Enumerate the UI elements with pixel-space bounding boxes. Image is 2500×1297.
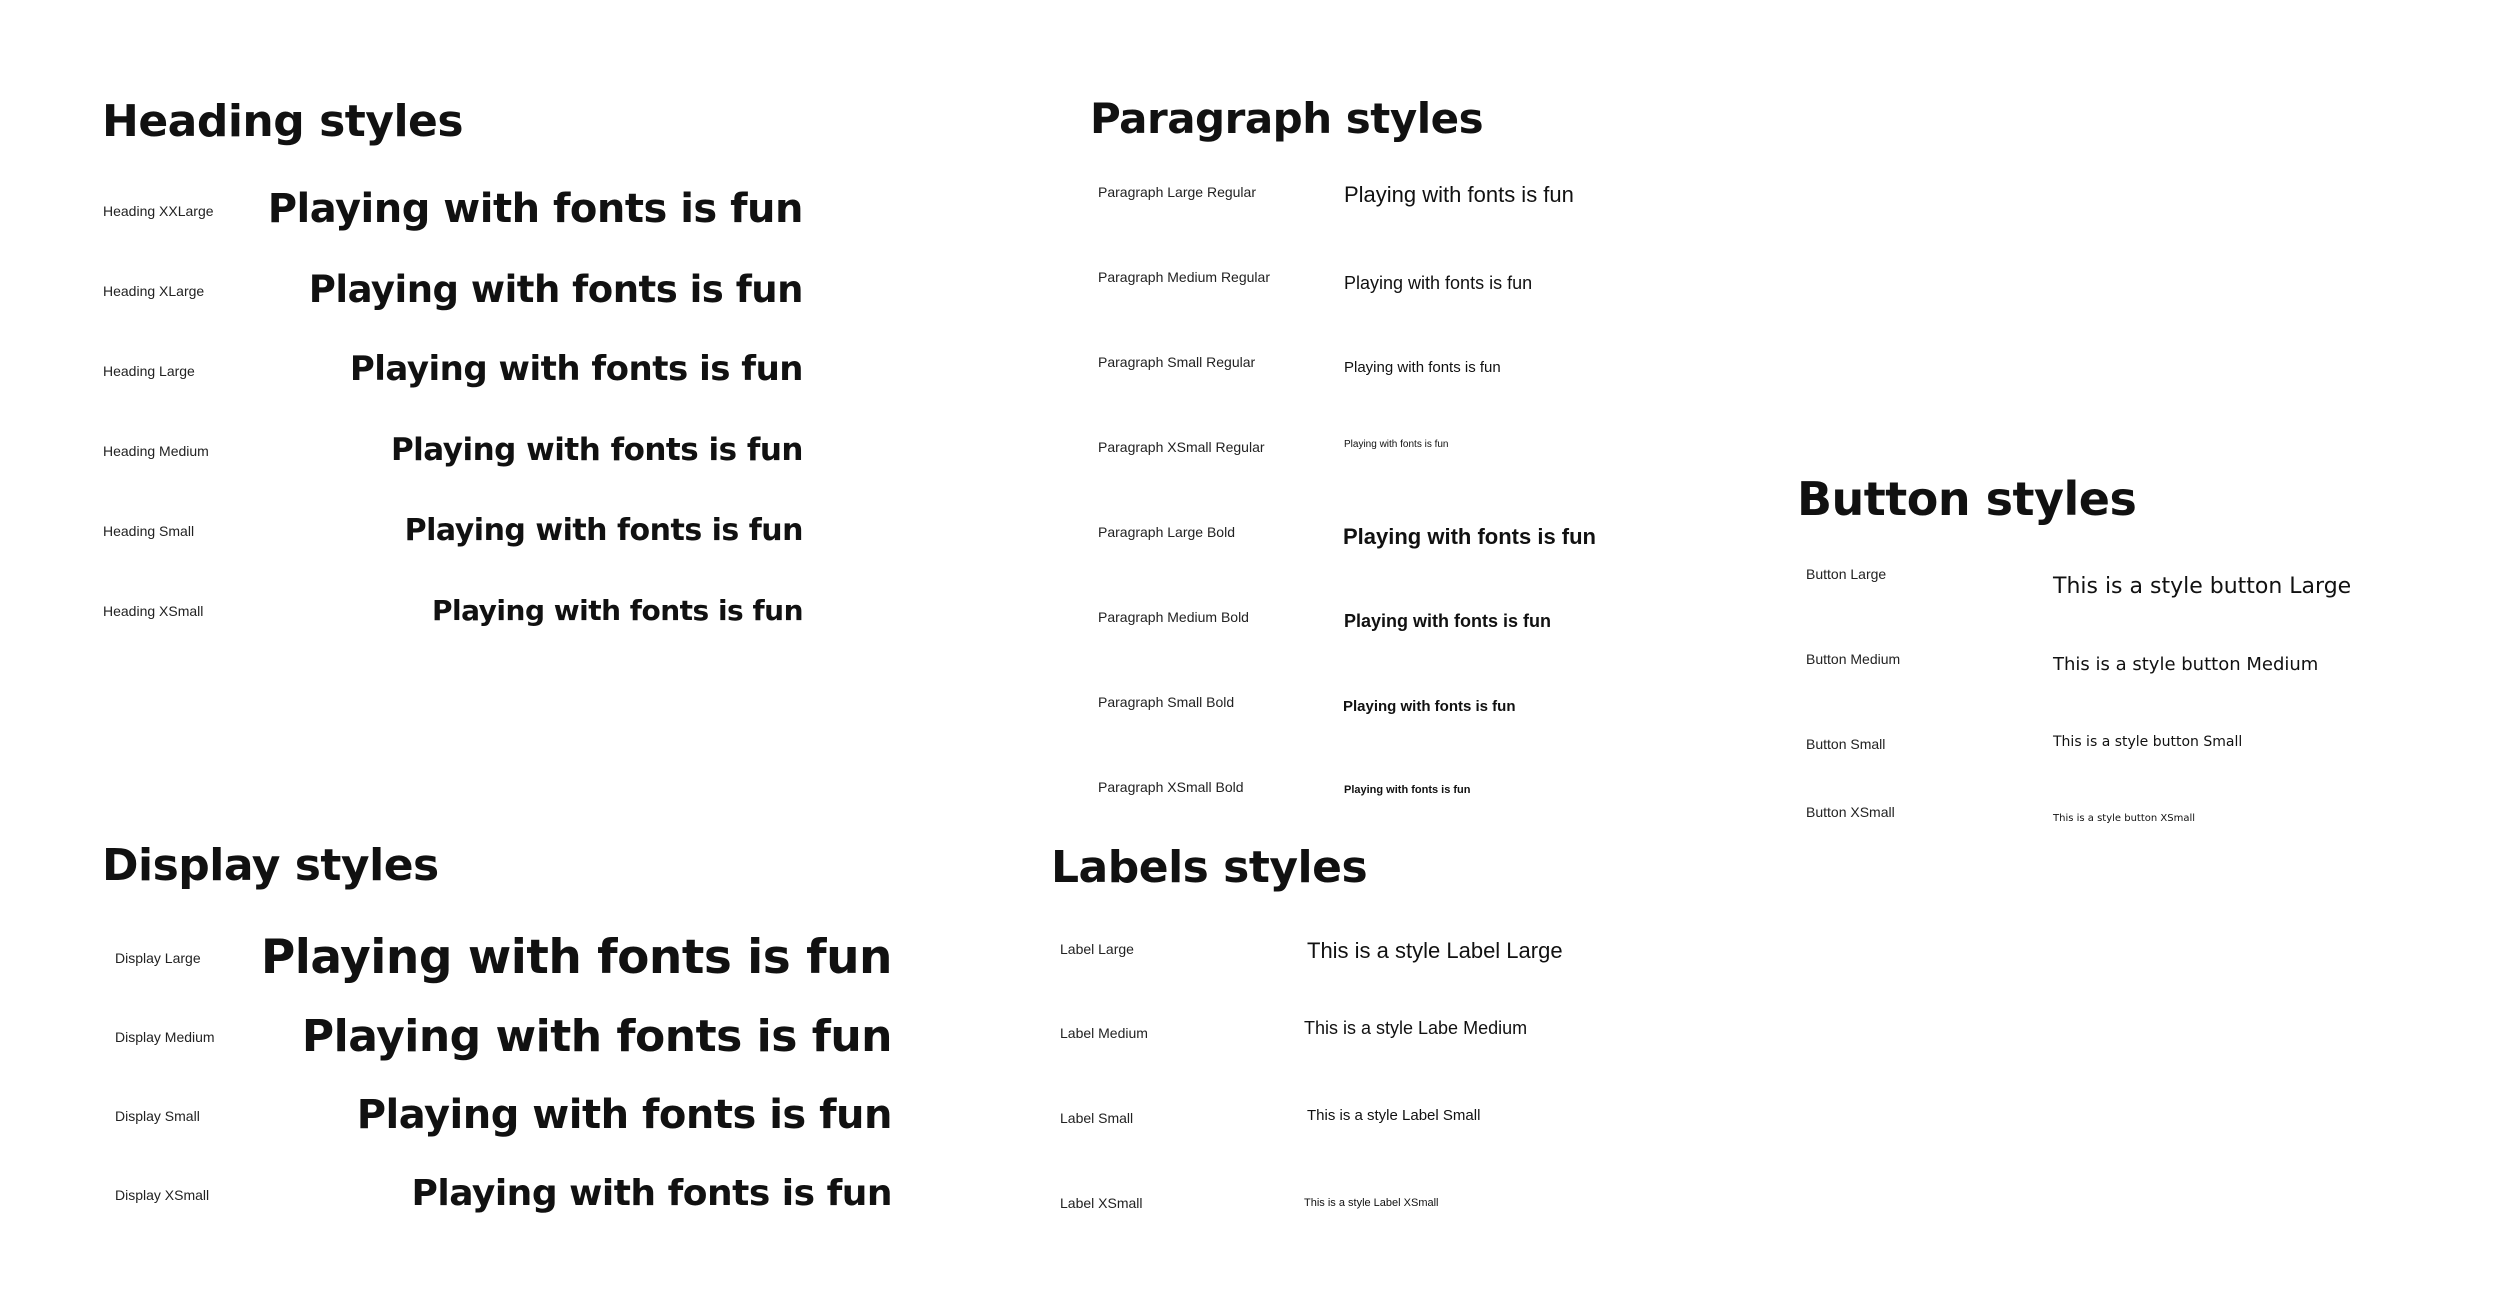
button-styles-title: Button styles (1797, 472, 2137, 526)
paragraph-large-regular-label: Paragraph Large Regular (1098, 184, 1256, 200)
display-small-label: Display Small (115, 1108, 200, 1124)
paragraph-small-bold-label: Paragraph Small Bold (1098, 694, 1235, 710)
paragraph-small-bold-sample: Playing with fonts is fun (1343, 698, 1516, 715)
paragraph-medium-regular-label: Paragraph Medium Regular (1098, 269, 1270, 285)
label-large-label: Label Large (1060, 941, 1134, 957)
display-styles-title: Display styles (102, 840, 439, 891)
button-large-sample: This is a style button Large (2053, 574, 2352, 599)
paragraph-large-bold-label: Paragraph Large Bold (1098, 524, 1235, 540)
paragraph-xsmall-regular-sample: Playing with fonts is fun (1344, 439, 1449, 450)
paragraph-small-regular-label: Paragraph Small Regular (1098, 354, 1256, 370)
paragraph-large-regular-sample: Playing with fonts is fun (1344, 182, 1574, 207)
label-small-label: Label Small (1060, 1110, 1134, 1126)
heading-medium-sample: Playing with fonts is fun (390, 432, 803, 468)
label-medium-label: Label Medium (1060, 1025, 1148, 1041)
paragraph-large-bold-sample: Playing with fonts is fun (1343, 524, 1596, 549)
heading-small-label: Heading Small (103, 523, 195, 539)
heading-xxlarge-sample: Playing with fonts is fun (267, 186, 803, 232)
paragraph-medium-bold-sample: Playing with fonts is fun (1344, 611, 1551, 631)
heading-xlarge-sample: Playing with fonts is fun (308, 268, 803, 311)
display-large-label: Display Large (115, 950, 201, 966)
button-medium-label: Button Medium (1806, 651, 1901, 667)
label-large-sample: This is a style Label Large (1307, 938, 1563, 963)
display-medium-label: Display Medium (115, 1029, 215, 1045)
label-small-sample: This is a style Label Small (1307, 1107, 1481, 1124)
button-small-sample: This is a style button Small (2053, 734, 2243, 750)
heading-medium-label: Heading Medium (103, 443, 209, 459)
heading-large-label: Heading Large (103, 363, 195, 379)
button-small-label: Button Small (1806, 736, 1886, 752)
heading-xsmall-sample: Playing with fonts is fun (432, 594, 803, 627)
button-medium-sample: This is a style button Medium (2053, 654, 2319, 675)
paragraph-medium-regular-sample: Playing with fonts is fun (1344, 273, 1533, 293)
heading-xlarge-label: Heading XLarge (103, 283, 205, 299)
display-medium-sample: Playing with fonts is fun (301, 1011, 892, 1062)
labels-styles-title: Labels styles (1051, 842, 1368, 893)
heading-small-sample: Playing with fonts is fun (404, 513, 803, 548)
paragraph-styles-title: Paragraph styles (1090, 94, 1484, 143)
display-small-sample: Playing with fonts is fun (356, 1092, 892, 1138)
display-xsmall-label: Display XSmall (115, 1187, 210, 1203)
display-large-sample: Playing with fonts is fun (260, 930, 892, 985)
paragraph-xsmall-bold-sample: Playing with fonts is fun (1344, 784, 1471, 796)
label-xsmall-sample: This is a style Label XSmall (1304, 1197, 1439, 1209)
paragraph-medium-bold-label: Paragraph Medium Bold (1098, 609, 1249, 625)
heading-large-sample: Playing with fonts is fun (349, 349, 803, 389)
button-large-label: Button Large (1806, 566, 1887, 582)
heading-xxlarge-label: Heading XXLarge (103, 203, 214, 219)
paragraph-xsmall-regular-label: Paragraph XSmall Regular (1098, 439, 1265, 455)
display-xsmall-sample: Playing with fonts is fun (411, 1173, 892, 1214)
button-xsmall-label: Button XSmall (1806, 804, 1895, 820)
button-xsmall-sample: This is a style button XSmall (2053, 813, 2196, 824)
heading-styles-title: Heading styles (102, 96, 464, 147)
paragraph-small-regular-sample: Playing with fonts is fun (1344, 359, 1501, 376)
heading-xsmall-label: Heading XSmall (103, 603, 204, 619)
label-xsmall-label: Label XSmall (1060, 1195, 1143, 1211)
label-medium-sample: This is a style Labe Medium (1304, 1018, 1528, 1038)
paragraph-xsmall-bold-label: Paragraph XSmall Bold (1098, 779, 1244, 795)
